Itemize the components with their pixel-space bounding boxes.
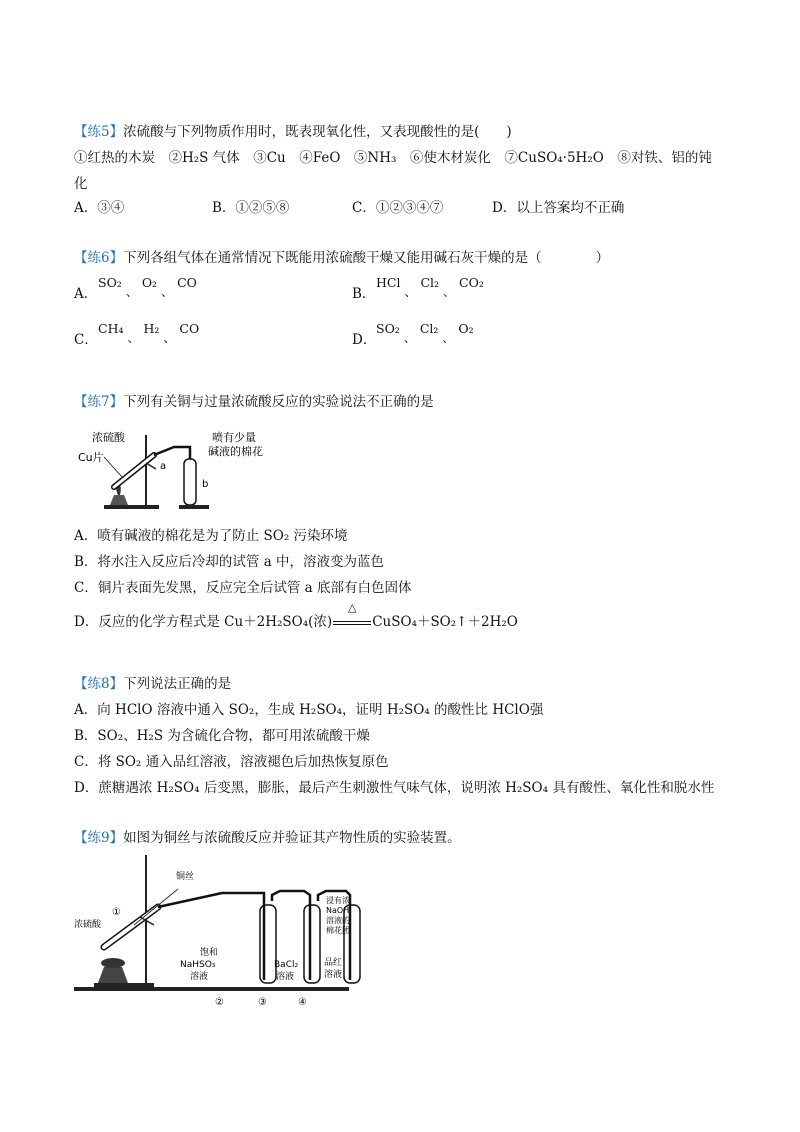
- q6-d-gas-1: SO₂: [376, 321, 400, 336]
- q8-option-a: A．向 HClO 溶液中通入 SO₂，生成 H₂SO₄，证明 H₂SO₄ 的酸性比 HClO强: [74, 702, 544, 718]
- q9-label-n3: ③: [258, 997, 267, 1008]
- q7-test-tube-b: [184, 459, 196, 505]
- q6-b-gas-3: CO₂: [459, 275, 484, 290]
- q7-option-d-left: D．反应的化学方程式是 Cu＋2H₂SO₄(浓): [74, 614, 333, 630]
- q8-stem-text: 下列说法正确的是: [123, 676, 232, 692]
- q6-c-gas-2: H₂: [143, 321, 160, 336]
- q7-option-b: B．将水注入反应后冷却的试管 a 中，溶液变为蓝色: [74, 554, 385, 570]
- q6-tag: 【练6】: [74, 250, 124, 266]
- q8-option-d: D．蔗糖遇浓 H₂SO₄ 后变黑，膨胀，最后产生刺激性气味气体，说明浓 H₂SO₄ 具有酸性、氧化性和脱水性: [74, 780, 715, 796]
- q7-apparatus-figure: [74, 425, 314, 515]
- q8-tag: 【练8】: [74, 676, 124, 692]
- q6-c-gas-1: CH₄: [98, 321, 124, 336]
- q9-base: [74, 987, 349, 991]
- q8-option-c: C．将 SO₂ 通入品红溶液，溶液褪色后加热恢复原色: [74, 754, 389, 770]
- q7-option-c: C．铜片表面先发黑，反应完全后试管 a 底部有白色固体: [74, 580, 412, 596]
- q6-a-gas-1: SO₂: [98, 275, 122, 290]
- q9-test-tube-2: [260, 905, 276, 983]
- q6-a-gas-2: O₂: [141, 275, 158, 290]
- q9-label-n4: ④: [298, 997, 307, 1008]
- q7-stem-text: 下列有关铜与过量浓硫酸反应的实验说法不正确的是: [123, 394, 434, 410]
- q9-stem: [74, 828, 461, 848]
- q6-option-b: HCl 、 Cl₂ 、 CO₂: [376, 275, 484, 299]
- q6-b-gas-1: HCl: [376, 275, 401, 290]
- q9-label-wire: 铜丝: [176, 872, 195, 882]
- q8-stem: [74, 674, 231, 694]
- q9-label-sat-3: 溶液: [190, 972, 209, 982]
- q9-tag: 【练9】: [74, 830, 124, 846]
- q9-label-sat-1: 饱和: [200, 948, 219, 958]
- q5-items-line1: ①红热的木炭 ②H₂S 气体 ③Cu ④FeO ⑤NH₃ ⑥使木材炭化 ⑦CuSO₄·5H₂O ⑧对铁、铝的钝: [74, 150, 712, 166]
- q7-clamp: [146, 463, 156, 469]
- q9-label-bacl-2: 溶液: [276, 972, 295, 982]
- q9-label-n2: ②: [215, 997, 224, 1008]
- q7-label-b: b: [202, 479, 209, 490]
- q6-option-d: SO₂ 、 Cl₂ 、 O₂: [376, 321, 474, 345]
- q5-option-a: A．③④: [74, 200, 125, 216]
- q9-label-cot-4: 棉花团: [326, 926, 350, 935]
- q9-label-acid: 浓硫酸: [74, 920, 102, 930]
- q7-label-cotton-2: 碱液的棉花: [208, 445, 263, 458]
- q6-option-a-label: A．: [74, 286, 98, 302]
- q6-c-gas-3: CO: [179, 321, 200, 336]
- q9-label-pin-1: 品红: [324, 958, 343, 968]
- q6-stem: [74, 248, 609, 268]
- q5-tag: 【练5】: [74, 124, 124, 140]
- q9-label-n1: ①: [112, 907, 121, 918]
- q6-stem-text: 下列各组气体在通常情况下既能用浓硫酸干燥又能用碱石灰干燥的是（ ）: [123, 250, 610, 266]
- q6-option-c-label: C．: [74, 332, 98, 348]
- q7-label-a: a: [160, 461, 167, 472]
- q7-reaction-arrow: [332, 601, 372, 632]
- q6-d-gas-2: Cl₂: [419, 321, 439, 336]
- q8-option-b: B．SO₂、H₂S 为含硫化合物，都可用浓硫酸干燥: [74, 728, 370, 744]
- q9-label-cot-3: 溶液的: [326, 916, 350, 925]
- q7-label-acid: 浓硫酸: [92, 431, 125, 444]
- q6-d-gas-3: O₂: [458, 321, 474, 336]
- q9-label-pin-2: 溶液: [324, 970, 343, 980]
- q9-label-cot-2: NaOH: [326, 906, 350, 915]
- q6-option-d-label: D．: [352, 332, 377, 348]
- q9-label-bacl-1: BaCl₂: [274, 960, 299, 970]
- q6-a-gas-3: CO: [177, 275, 197, 290]
- q5-stem: [74, 122, 512, 142]
- q9-test-tube-3: [304, 905, 320, 983]
- q6-b-gas-2: Cl₂: [420, 275, 440, 290]
- q5-stem-text: 浓硫酸与下列物质作用时，既表现氧化性，又表现酸性的是( ): [123, 124, 512, 140]
- q7-option-d-right: CuSO₄＋SO₂↑＋2H₂O: [372, 614, 518, 630]
- q5-items-line2: 化: [74, 176, 88, 192]
- q5-option-d: D．以上答案均不正确: [492, 200, 625, 216]
- q7-stem: [74, 392, 434, 412]
- q7-label-cu: Cu片: [78, 451, 104, 464]
- q7-burner: [110, 495, 128, 505]
- q9-apparatus-figure: [74, 855, 364, 1015]
- q6-option-b-label: B．: [352, 286, 376, 302]
- q7-rack-base: [179, 505, 209, 509]
- q7-option-a: A．喷有碱液的棉花是为了防止 SO₂ 污染环境: [74, 528, 348, 544]
- q7-heat-symbol: △: [347, 601, 357, 614]
- q7-label-cotton-1: 喷有少量: [212, 431, 256, 444]
- q7-tag: 【练7】: [74, 394, 124, 410]
- q7-option-d: [74, 601, 518, 632]
- q9-label-sat-2: NaHSO₃: [180, 960, 216, 970]
- q9-stem-text: 如图为铜丝与浓硫酸反应并验证其产物性质的实验装置。: [123, 830, 461, 846]
- q5-option-b: B．①②⑤⑧: [212, 200, 290, 216]
- q9-copper-wire: [134, 889, 178, 925]
- q9-burner: [98, 967, 128, 983]
- q6-option-a: SO₂ 、 O₂ 、 CO: [98, 275, 197, 299]
- q7-stand-base: [104, 505, 159, 509]
- q5-option-c: C．①②③④⑦: [352, 200, 444, 216]
- q6-option-c: CH₄ 、 H₂ 、 CO: [98, 321, 200, 345]
- q9-label-cot-1: 浸有浓: [326, 896, 350, 905]
